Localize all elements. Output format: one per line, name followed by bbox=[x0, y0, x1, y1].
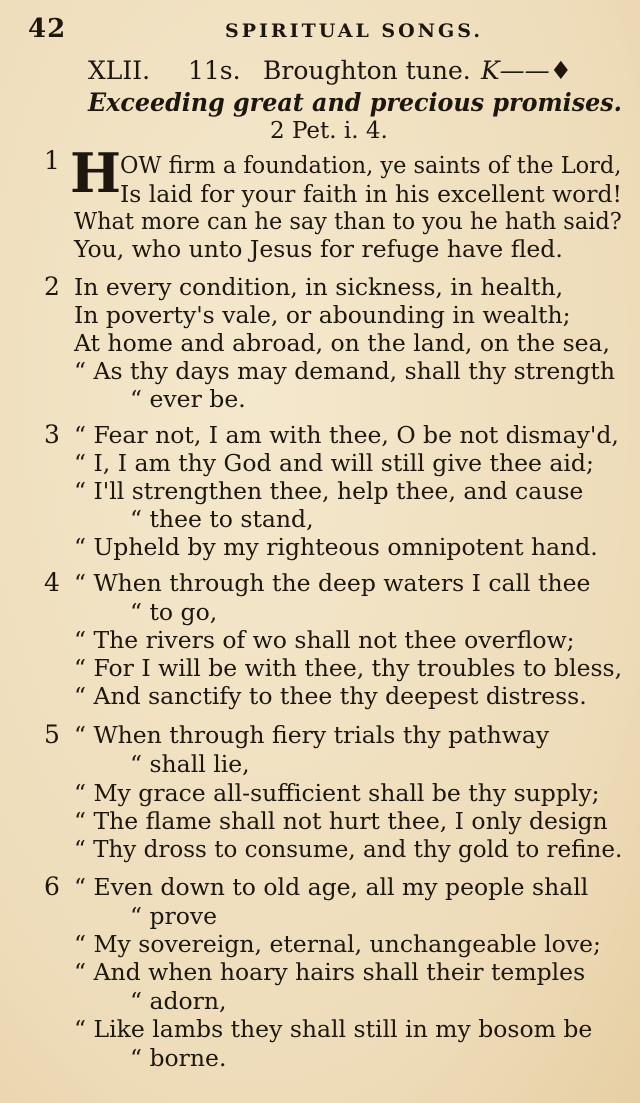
verse-line: “ The rivers of wo shall not thee overflow; bbox=[74, 626, 575, 654]
verse-line: What more can he say than to you he hath said? bbox=[74, 207, 622, 235]
verse-line: “ When through fiery trials thy pathway bbox=[74, 721, 550, 749]
stanza-number: 4 bbox=[44, 568, 60, 597]
stanza-number: 6 bbox=[44, 872, 60, 901]
scripture-reference: 2 Pet. i. 4. bbox=[270, 118, 388, 144]
hymn-heading bbox=[88, 56, 588, 88]
verse-line: “ Like lambs they shall still in my bosom be bbox=[74, 1015, 593, 1043]
verse-line: “ borne. bbox=[130, 1044, 227, 1072]
verse-line: “ And when hoary hairs shall their temples bbox=[74, 958, 586, 986]
stanza-number: 3 bbox=[44, 420, 60, 449]
verse-line: “ I'll strengthen thee, help thee, and cause bbox=[74, 477, 584, 505]
verse-line: OW firm a foundation, ye saints of the Lord, bbox=[120, 151, 622, 179]
verse-line: “ Thy dross to consume, and thy gold to refine. bbox=[74, 835, 623, 863]
stanza-number: 2 bbox=[44, 272, 60, 301]
hymn-mark: K——♦ bbox=[481, 56, 573, 85]
verse-line: “ For I will be with thee, thy troubles to bless, bbox=[74, 654, 623, 682]
verse-line: “ prove bbox=[130, 902, 218, 930]
verse-line: In poverty's vale, or abounding in wealth; bbox=[74, 301, 571, 329]
drop-cap: H bbox=[70, 141, 122, 205]
verse-line: “ As thy days may demand, shall thy strength bbox=[74, 357, 616, 385]
verse-line: In every condition, in sickness, in health, bbox=[74, 273, 564, 301]
verse-line: “ thee to stand, bbox=[130, 505, 314, 533]
verse-line: Is laid for your faith in his excellent word! bbox=[120, 180, 622, 208]
hymn-number: XLII. bbox=[88, 56, 151, 85]
verse-line: “ Even down to old age, all my people shall bbox=[74, 873, 589, 901]
verse-line: “ I, I am thy God and will still give thee aid; bbox=[74, 449, 594, 477]
hymn-subtitle: Exceeding great and precious promises. bbox=[88, 88, 622, 117]
verse-line: “ When through the deep waters I call thee bbox=[74, 569, 591, 597]
verse-line: “ to go, bbox=[130, 598, 218, 626]
verse-line: “ My grace all-sufficient shall be thy supply; bbox=[74, 779, 600, 807]
verse-line: “ My sovereign, eternal, unchangeable love; bbox=[74, 930, 601, 958]
verse-line: “ Fear not, I am with thee, O be not dismay'd, bbox=[74, 421, 619, 449]
verse-line: “ ever be. bbox=[130, 385, 246, 413]
stanza-number: 5 bbox=[44, 720, 60, 749]
verse-line: At home and abroad, on the land, on the sea, bbox=[74, 329, 611, 357]
verse-line: You, who unto Jesus for refuge have fled. bbox=[74, 235, 563, 263]
hymn-tune: Broughton tune. bbox=[263, 56, 471, 85]
stanza-number: 1 bbox=[44, 146, 60, 175]
verse-line: “ shall lie, bbox=[130, 750, 250, 778]
hymn-meter: 11s. bbox=[188, 56, 241, 85]
running-head: SPIRITUAL SONGS. bbox=[225, 20, 483, 42]
page-header bbox=[0, 14, 640, 46]
verse-line: “ The flame shall not hurt thee, I only design bbox=[74, 807, 608, 835]
verse-line: “ Upheld by my righteous omnipotent hand. bbox=[74, 533, 598, 561]
verse-line: “ And sanctify to thee thy deepest distress. bbox=[74, 682, 587, 710]
page-number: 42 bbox=[28, 14, 67, 44]
verse-line: “ adorn, bbox=[130, 987, 227, 1015]
